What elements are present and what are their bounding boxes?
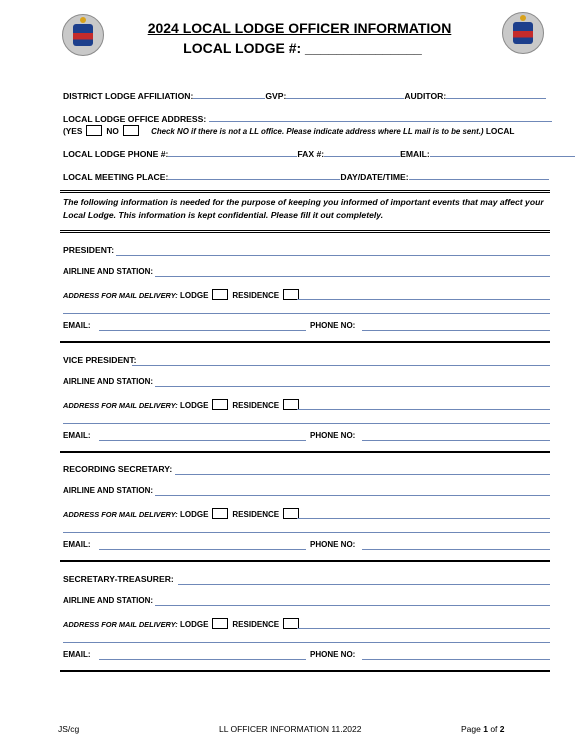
officer-name-field[interactable] <box>178 584 550 585</box>
officer-title-row <box>63 464 172 474</box>
footer-initials: JS/cg <box>58 724 80 734</box>
officer-title: SECRETARY-TREASURER: <box>63 574 174 584</box>
officer-title-row <box>63 245 114 255</box>
meeting-place-field[interactable] <box>168 171 340 180</box>
officer-name-field[interactable] <box>116 255 550 256</box>
phone-label-cell <box>310 540 355 549</box>
fax-field[interactable] <box>324 148 400 157</box>
page-prefix: Page <box>461 724 484 734</box>
officer-email-field[interactable] <box>99 330 306 331</box>
daytime-field[interactable] <box>409 171 549 180</box>
email-label-cell <box>63 540 91 549</box>
mail-address-field-line2[interactable] <box>63 313 550 314</box>
officer-email-field[interactable] <box>99 440 306 441</box>
office-address-field[interactable] <box>209 113 552 122</box>
airline-field[interactable] <box>155 495 550 496</box>
page-current: 1 <box>483 724 488 734</box>
mail-address-label: ADDRESS FOR MAIL DELIVERY: <box>63 620 178 629</box>
page-total: 2 <box>499 724 505 734</box>
officer-title: VICE PRESIDENT: <box>63 355 137 365</box>
officer-title: RECORDING SECRETARY: <box>63 464 173 474</box>
daytime-label: DAY/DATE/TIME: <box>340 172 409 182</box>
meeting-place-label: LOCAL MEETING PLACE: <box>63 172 169 182</box>
lodge-checkbox[interactable] <box>212 508 228 519</box>
mail-address-label: ADDRESS FOR MAIL DELIVERY: <box>63 401 178 410</box>
airline-field[interactable] <box>155 276 550 277</box>
lodge-checkbox[interactable] <box>212 618 228 629</box>
residence-option-label: RESIDENCE <box>232 401 280 410</box>
phone-row <box>63 148 575 159</box>
airline-label: AIRLINE AND STATION: <box>63 486 154 495</box>
airline-row <box>63 377 153 386</box>
officer-name-field[interactable] <box>175 474 550 475</box>
officer-email-field[interactable] <box>99 549 306 550</box>
mail-address-row <box>63 289 303 300</box>
mail-address-label: ADDRESS FOR MAIL DELIVERY: <box>63 510 178 519</box>
footer-form-id: LL OFFICER INFORMATION 11.2022 <box>219 724 362 734</box>
officer-phone-label: PHONE NO: <box>310 540 356 549</box>
divider <box>60 190 550 193</box>
office-address-row <box>63 113 552 124</box>
lodge-option-label: LODGE <box>179 510 209 519</box>
auditor-field[interactable] <box>446 90 546 99</box>
officer-title-row <box>63 574 174 584</box>
lodge-option-label: LODGE <box>179 620 209 629</box>
phone-label-cell <box>310 321 355 330</box>
lodge-option-label: LODGE <box>179 291 209 300</box>
no-label: NO <box>106 126 119 136</box>
yes-checkbox[interactable] <box>86 125 102 136</box>
district-field[interactable] <box>193 90 265 99</box>
mail-address-field-line2[interactable] <box>63 423 550 424</box>
gvp-label: GVP: <box>265 91 287 101</box>
officer-phone-label: PHONE NO: <box>310 321 356 330</box>
airline-row <box>63 596 153 605</box>
mail-address-row <box>63 399 303 410</box>
officer-title: PRESIDENT: <box>63 245 115 255</box>
office-yesno-row <box>63 125 514 136</box>
lodge-checkbox[interactable] <box>212 399 228 410</box>
mail-address-field-line2[interactable] <box>63 642 550 643</box>
officer-email-label: EMAIL: <box>63 540 91 549</box>
confidential-note: The following information is needed for the purpose of keeping you informed of important events that may affect your Local Lodge. This information is kept confidential. Please fill it out completely. <box>63 197 544 220</box>
officer-email-label: EMAIL: <box>63 650 91 659</box>
officer-phone-label: PHONE NO: <box>310 431 356 440</box>
mail-address-field[interactable] <box>297 299 550 300</box>
phone-label-cell <box>310 431 355 440</box>
mail-address-row <box>63 618 303 629</box>
officer-email-field[interactable] <box>99 659 306 660</box>
gvp-field[interactable] <box>286 90 404 99</box>
mail-address-field[interactable] <box>297 628 550 629</box>
residence-option-label: RESIDENCE <box>232 620 280 629</box>
officer-title-row <box>63 355 137 365</box>
email-label-cell <box>63 431 91 440</box>
email-label-cell <box>63 321 91 330</box>
section-divider <box>60 451 550 453</box>
officer-phone-field[interactable] <box>362 330 550 331</box>
lodge-email-label: EMAIL: <box>400 149 430 159</box>
local-lodge-number-heading: LOCAL LODGE #: _______________ <box>183 40 422 56</box>
officer-name-field[interactable] <box>132 365 550 366</box>
officer-phone-field[interactable] <box>362 440 550 441</box>
email-label-cell <box>63 650 91 659</box>
residence-option-label: RESIDENCE <box>232 510 280 519</box>
office-note: Check NO if there is not a LL office. Please indicate address where LL mail is to be sent.) <box>151 127 484 136</box>
residence-option-label: RESIDENCE <box>232 291 280 300</box>
no-checkbox[interactable] <box>123 125 139 136</box>
airline-label: AIRLINE AND STATION: <box>63 377 154 386</box>
mail-address-label: ADDRESS FOR MAIL DELIVERY: <box>63 291 178 300</box>
office-address-label: LOCAL LODGE OFFICE ADDRESS: <box>63 114 207 124</box>
phone-label-cell <box>310 650 355 659</box>
divider <box>60 230 550 233</box>
section-divider <box>60 560 550 562</box>
lodge-phone-field[interactable] <box>168 148 297 157</box>
officer-phone-field[interactable] <box>362 549 550 550</box>
mail-address-field[interactable] <box>297 518 550 519</box>
lodge-option-label: LODGE <box>179 401 209 410</box>
lodge-checkbox[interactable] <box>212 289 228 300</box>
airline-label: AIRLINE AND STATION: <box>63 267 154 276</box>
airline-row <box>63 267 153 276</box>
auditor-label: AUDITOR: <box>404 91 447 101</box>
airline-field[interactable] <box>155 605 550 606</box>
lodge-phone-label: LOCAL LODGE PHONE #: <box>63 149 169 159</box>
office-note-tail: LOCAL <box>485 126 515 136</box>
mail-address-field-line2[interactable] <box>63 532 550 533</box>
officer-phone-field[interactable] <box>362 659 550 660</box>
meeting-row <box>63 171 549 182</box>
airline-label: AIRLINE AND STATION: <box>63 596 154 605</box>
officer-email-label: EMAIL: <box>63 431 91 440</box>
section-divider <box>60 341 550 343</box>
page-of: of <box>487 724 500 734</box>
district-label: DISTRICT LODGE AFFILIATION: <box>63 91 194 101</box>
lodge-email-field[interactable] <box>430 148 575 157</box>
fax-label: FAX #: <box>297 149 325 159</box>
airline-row <box>63 486 153 495</box>
officer-email-label: EMAIL: <box>63 321 91 330</box>
form-title: 2024 LOCAL LODGE OFFICER INFORMATION <box>147 20 452 36</box>
mail-address-row <box>63 508 303 519</box>
footer-page-number <box>461 724 505 734</box>
district-row <box>63 90 546 101</box>
officer-phone-label: PHONE NO: <box>310 650 356 659</box>
yes-label: (YES <box>63 126 83 136</box>
mail-address-field[interactable] <box>297 409 550 410</box>
section-divider <box>60 670 550 672</box>
airline-field[interactable] <box>155 386 550 387</box>
